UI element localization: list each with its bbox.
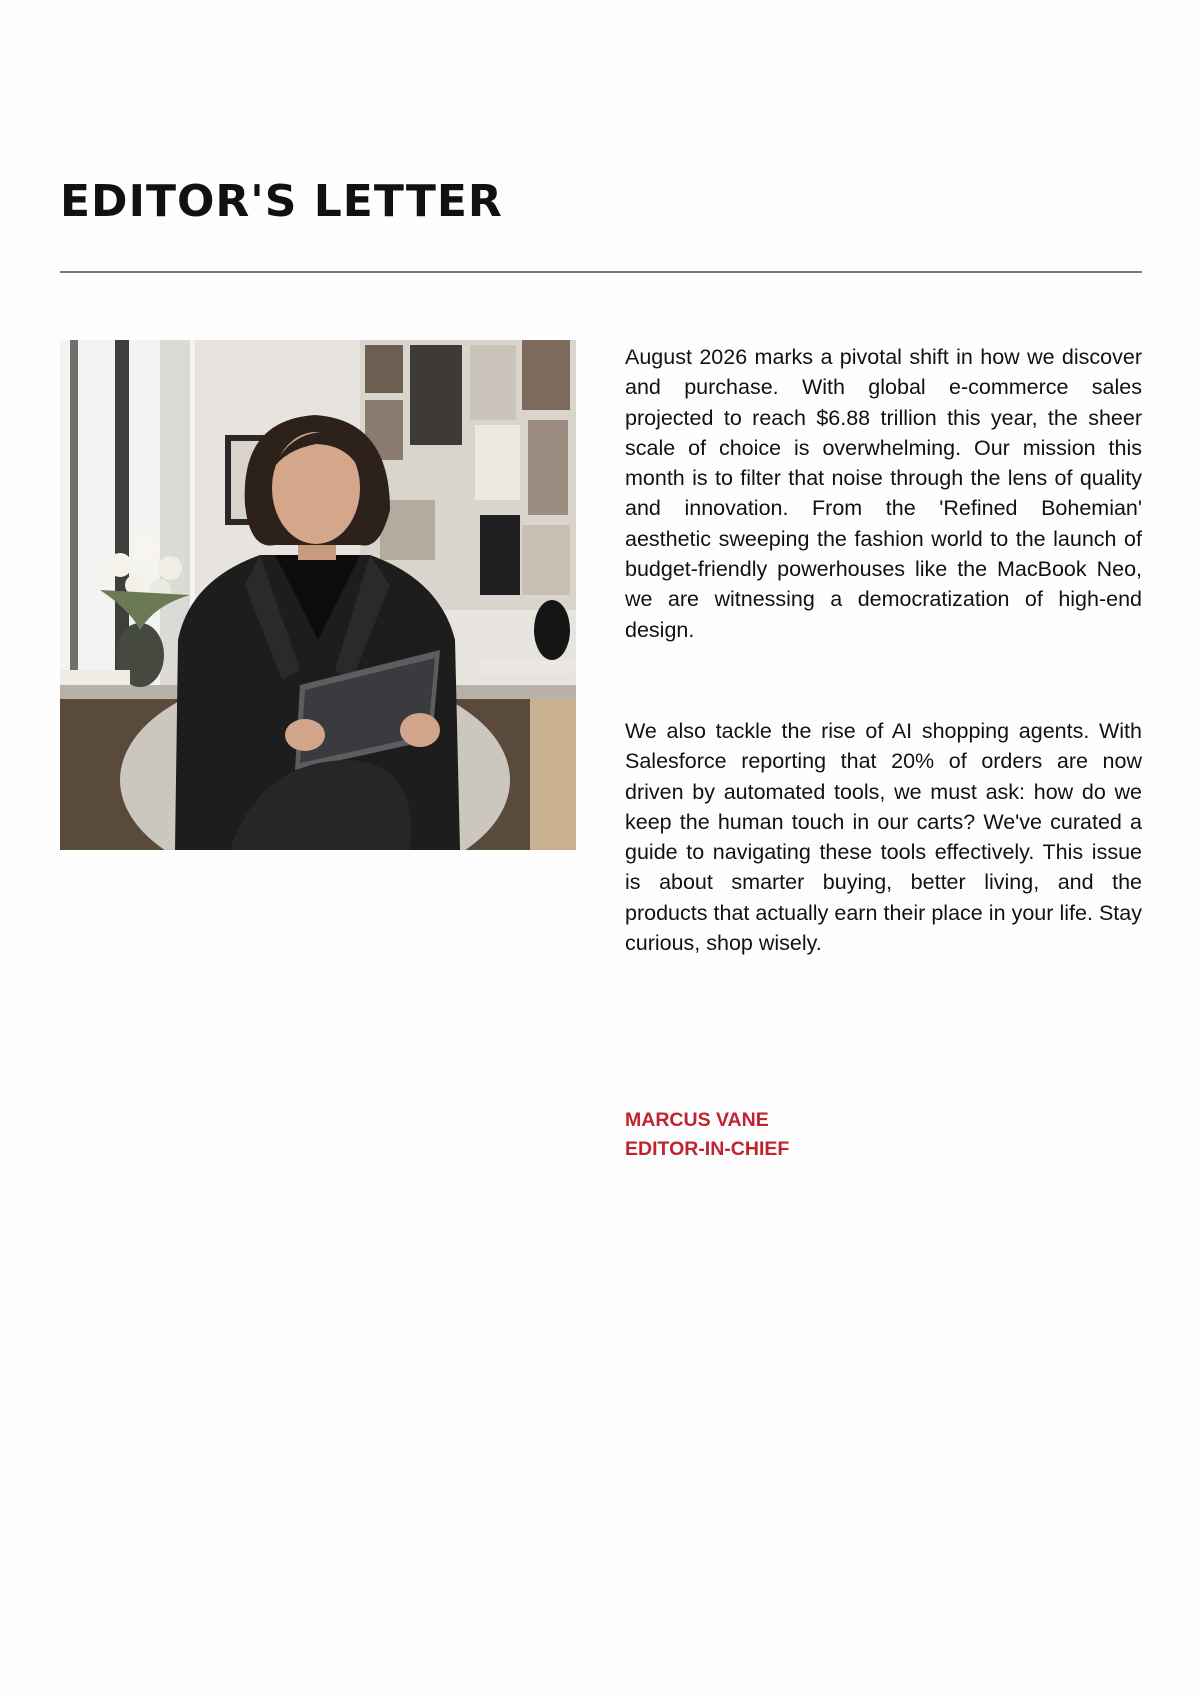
letter-body: [625, 342, 1142, 958]
signature: [625, 1106, 789, 1164]
editor-portrait-photo: [60, 340, 576, 850]
page-title: EDITOR'S LETTER: [60, 176, 503, 227]
signature-role: EDITOR-IN-CHIEF: [625, 1138, 790, 1160]
signature-name: MARCUS VANE: [625, 1109, 769, 1131]
title-divider: [60, 271, 1142, 273]
letter-paragraph: August 2026 marks a pivotal shift in how we discover and purchase. With global e-commerce sales projected to reach $6.88 trillion this year, the sheer scale of choice is overwhelming. Our mission this month is to filter that noise through the lens of quality and innovation. From the 'Refined Bohemian' aesthetic sweeping the fashion world to the launch of budget-friendly powerhouses like the MacBook Neo, we are witnessing a democratization of high-end design.: [625, 345, 1142, 642]
letter-paragraph: We also tackle the rise of AI shopping agents. With Salesforce reporting that 20% of orders are now driven by automated tools, we must ask: how do we keep the human touch in our carts? We've curated a guide to navigating these tools effectively. This issue is about smarter buying, better living, and the products that actually earn their place in your life. Stay curious, shop wisely.: [625, 718, 1142, 956]
